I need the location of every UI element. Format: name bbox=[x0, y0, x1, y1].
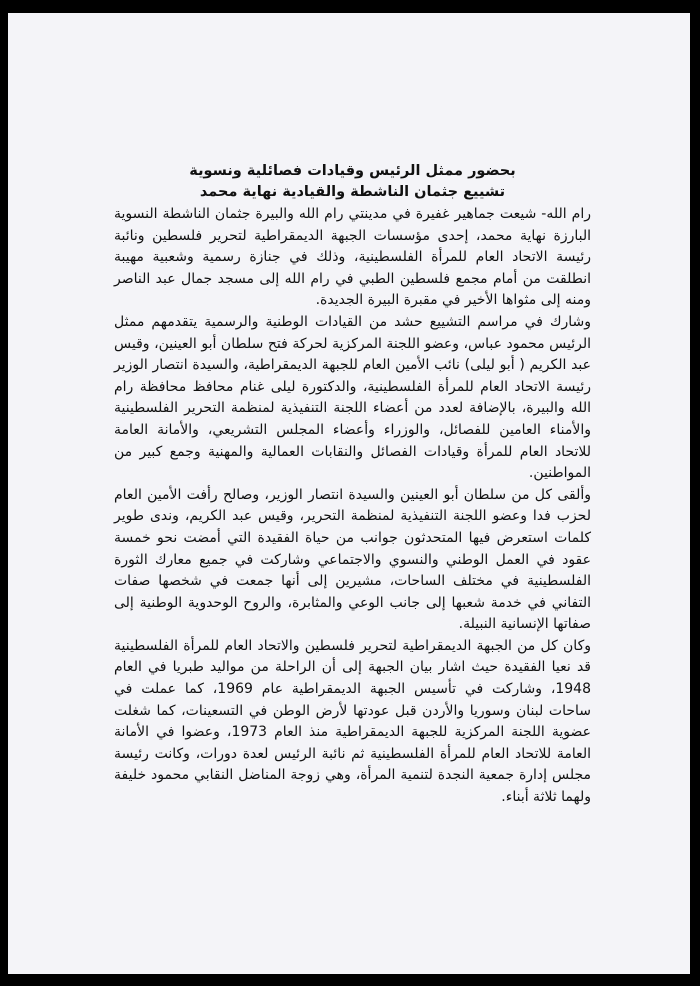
article bbox=[114, 161, 591, 809]
paragraph-obituary: وكان كل من الجبهة الديمقراطية لتحرير فلسطين والاتحاد العام للمرأة الفلسطينية قد نعيا الفقيدة حيث اشار بيان الجبهة إلى أن الراحلة من مواليد طبريا في العام 1948، وشاركت في تأسيس الجبهة الديمقراطية عام 1969، كما عملت في ساحات لبنان وسوريا والأردن قبل عودتها لأرض الوطن في التسعينات، كما شغلت عضوية اللجنة المركزية للجبهة الديمقراطية منذ العام 1973، وعضوا في الأمانة العامة للاتحاد العام للمرأة الفلسطينية ثم نائبة الرئيس لعدة دورات، وكانت رئيسة مجلس إدارة جمعية النجدة لتنمية المرأة، وهي زوجة المناضل النقابي محمود خليفة ولهما ثلاثة أبناء. bbox=[114, 637, 591, 806]
headline-primary: بحضور ممثل الرئيس وقيادات فصائلية ونسوية bbox=[189, 163, 516, 179]
paragraph-attendees: وشارك في مراسم التشييع حشد من القيادات الوطنية والرسمية يتقدمهم ممثل الرئيس محمود عباس، وعضو اللجنة المركزية لحركة فتح سلطان أبو العينين، وقيس عبد الكريم ( أبو ليلى) نائب الأمين العام للجبهة الديمقراطية، والسيدة انتصار الوزير رئيسة الاتحاد العام للمرأة الفلسطينية، والدكتورة ليلى غنام محافظ محافظة رام الله والبيرة، بالإضافة لعدد من أعضاء اللجنة التنفيذية لمنظمة التحرير الفلسطينية والأمناء العامين للفصائل، والوزراء وأعضاء المجلس التشريعي، والأمانة العامة للاتحاد العام للمرأة وقيادات الفصائل والنقابات العمالية والمهنية وجمع كبير من المواطنين. bbox=[114, 313, 591, 482]
document-page bbox=[8, 13, 690, 974]
paragraph-funeral: رام الله- شيعت جماهير غفيرة في مدينتي رام الله والبيرة جثمان الناشطة النسوية البارزة نهاية محمد، إحدى مؤسسات الجبهة الديمقراطية لتحرير فلسطين ونائبة رئيسة الاتحاد العام للمرأة الفلسطينية، وذلك في جنازة رسمية وشعبية مهيبة انطلقت من أمام مجمع فلسطين الطبي في رام الله إلى مسجد جمال عبد الناصر ومنه إلى مثواها الأخير في مقبرة البيرة الجديدة. bbox=[114, 206, 591, 309]
headline-secondary: تشييع جثمان الناشطة والقيادية نهاية محمد bbox=[199, 184, 506, 200]
paragraph-speeches: وألقى كل من سلطان أبو العينين والسيدة انتصار الوزير، وصالح رأفت الأمين العام لحزب فدا وعضو اللجنة التنفيذية لمنظمة التحرير، وقيس عبد الكريم، وندى طوير كلمات استعرض فيها المتحدثون جوانب من حياة الفقيدة التي أمضت نحو خمسة عقود في العمل الوطني والنسوي والاجتماعي وشاركت في جميع معارك الثورة الفلسطينية في مختلف الساحات، مشيرين إلى أنها جمعت في شخصها صفات التفاني في خدمة شعبها إلى جانب الوعي والمثابرة، والروح الوحدوية الوطنية إلى صفاتها الإنسانية النبيلة. bbox=[114, 486, 591, 633]
